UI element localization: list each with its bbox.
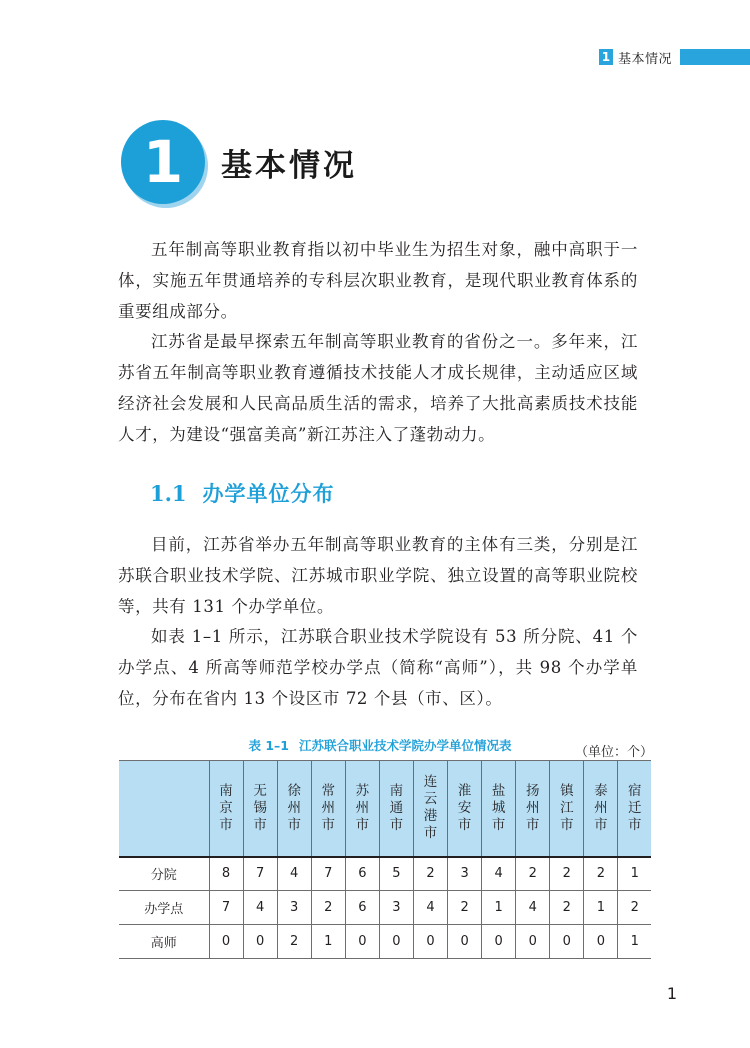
section-paragraph-1: 目前，江苏省举办五年制高等职业教育的主体有三类，分别是江苏联合职业技术学院、江苏城市职业学院、独立设置的高等职业院校等，共有 131 个办学单位。: [118, 535, 638, 616]
table-caption-label: 表 1–1: [248, 738, 289, 753]
table-cell: 0: [379, 925, 413, 959]
table-cell: 1: [482, 891, 516, 925]
column-header: 泰州市: [584, 761, 618, 857]
table-cell: 7: [209, 891, 243, 925]
column-header: 淮安市: [448, 761, 482, 857]
table-cell: 3: [448, 857, 482, 891]
table-cell: 2: [618, 891, 651, 925]
running-header-number: 1: [599, 49, 613, 65]
table-cell: 1: [618, 857, 651, 891]
table-cell: 7: [311, 857, 345, 891]
table-corner-cell: [119, 761, 209, 857]
table-caption: [119, 736, 651, 754]
table-cell: 4: [482, 857, 516, 891]
table-cell: 4: [277, 857, 311, 891]
section-heading: [150, 478, 335, 508]
table-caption-title: 江苏联合职业技术学院办学单位情况表: [298, 738, 512, 753]
column-header: 盐城市: [482, 761, 516, 857]
table-cell: 6: [345, 891, 379, 925]
table-cell: 5: [379, 857, 413, 891]
column-header: 连云港市: [413, 761, 447, 857]
table-cell: 3: [277, 891, 311, 925]
intro-paragraph-2: 江苏省是最早探索五年制高等职业教育的省份之一。多年来，江苏省五年制高等职业教育遵循技术技能人才成长规律，主动适应区域经济社会发展和人民高品质生活的需求，培养了大批高素质技术技能人才，为建设“强富美高”新江苏注入了蓬勃动力。: [118, 332, 638, 444]
column-header: 扬州市: [516, 761, 550, 857]
column-header: 常州市: [311, 761, 345, 857]
table-cell: 2: [516, 857, 550, 891]
chapter-number-badge: 1: [121, 120, 205, 204]
section-number: 1.1: [150, 481, 187, 506]
table-cell: 0: [584, 925, 618, 959]
table-cell: 4: [516, 891, 550, 925]
section-paragraph-2: 如表 1–1 所示，江苏联合职业技术学院设有 53 所分院、41 个办学点、4 所高等师范学校办学点（简称“高师”），共 98 个办学单位，分布在省内 13 个设区市 72 个县（市、区）。: [118, 627, 638, 708]
column-header: 南通市: [379, 761, 413, 857]
table-cell: 0: [413, 925, 447, 959]
table-cell: 2: [550, 857, 584, 891]
column-header: 苏州市: [345, 761, 379, 857]
table-cell: 0: [516, 925, 550, 959]
column-header: 南京市: [209, 761, 243, 857]
table-cell: 0: [243, 925, 277, 959]
table-header-row: [119, 761, 651, 857]
table-cell: 4: [413, 891, 447, 925]
table-cell: 0: [550, 925, 584, 959]
running-header: [599, 49, 750, 65]
row-label: 高师: [119, 925, 209, 959]
table-cell: 2: [550, 891, 584, 925]
table-cell: 4: [243, 891, 277, 925]
column-header: 宿迁市: [618, 761, 651, 857]
row-label: 分院: [119, 857, 209, 891]
table-cell: 1: [618, 925, 651, 959]
table-cell: 1: [584, 891, 618, 925]
running-header-bar: [680, 49, 750, 65]
section-title: 办学单位分布: [202, 482, 335, 506]
table-cell: 0: [482, 925, 516, 959]
table-cell: 0: [448, 925, 482, 959]
page-number: 1: [666, 984, 677, 1003]
row-label: 办学点: [119, 891, 209, 925]
table-cell: 2: [413, 857, 447, 891]
table-cell: 7: [243, 857, 277, 891]
table-unit: （单位：个）: [574, 745, 653, 760]
chapter-title: 基本情况: [221, 147, 357, 184]
table-cell: 1: [311, 925, 345, 959]
table-cell: 6: [345, 857, 379, 891]
table-cell: 2: [584, 857, 618, 891]
table-cell: 8: [209, 857, 243, 891]
running-header-title: 基本情况: [617, 51, 672, 67]
table-row: [119, 891, 651, 925]
table-row: [119, 925, 651, 959]
table-cell: 3: [379, 891, 413, 925]
column-header: 镇江市: [550, 761, 584, 857]
table-cell: 0: [345, 925, 379, 959]
column-header: 徐州市: [277, 761, 311, 857]
table-row: [119, 857, 651, 891]
schools-table: [119, 760, 651, 959]
table-cell: 2: [448, 891, 482, 925]
chapter-heading: [121, 120, 357, 204]
intro-paragraph-1: 五年制高等职业教育指以初中毕业生为招生对象，融中高职于一体，实施五年贯通培养的专科层次职业教育，是现代职业教育体系的重要组成部分。: [118, 240, 638, 321]
table-cell: 0: [209, 925, 243, 959]
table-cell: 2: [311, 891, 345, 925]
table-cell: 2: [277, 925, 311, 959]
column-header: 无锡市: [243, 761, 277, 857]
